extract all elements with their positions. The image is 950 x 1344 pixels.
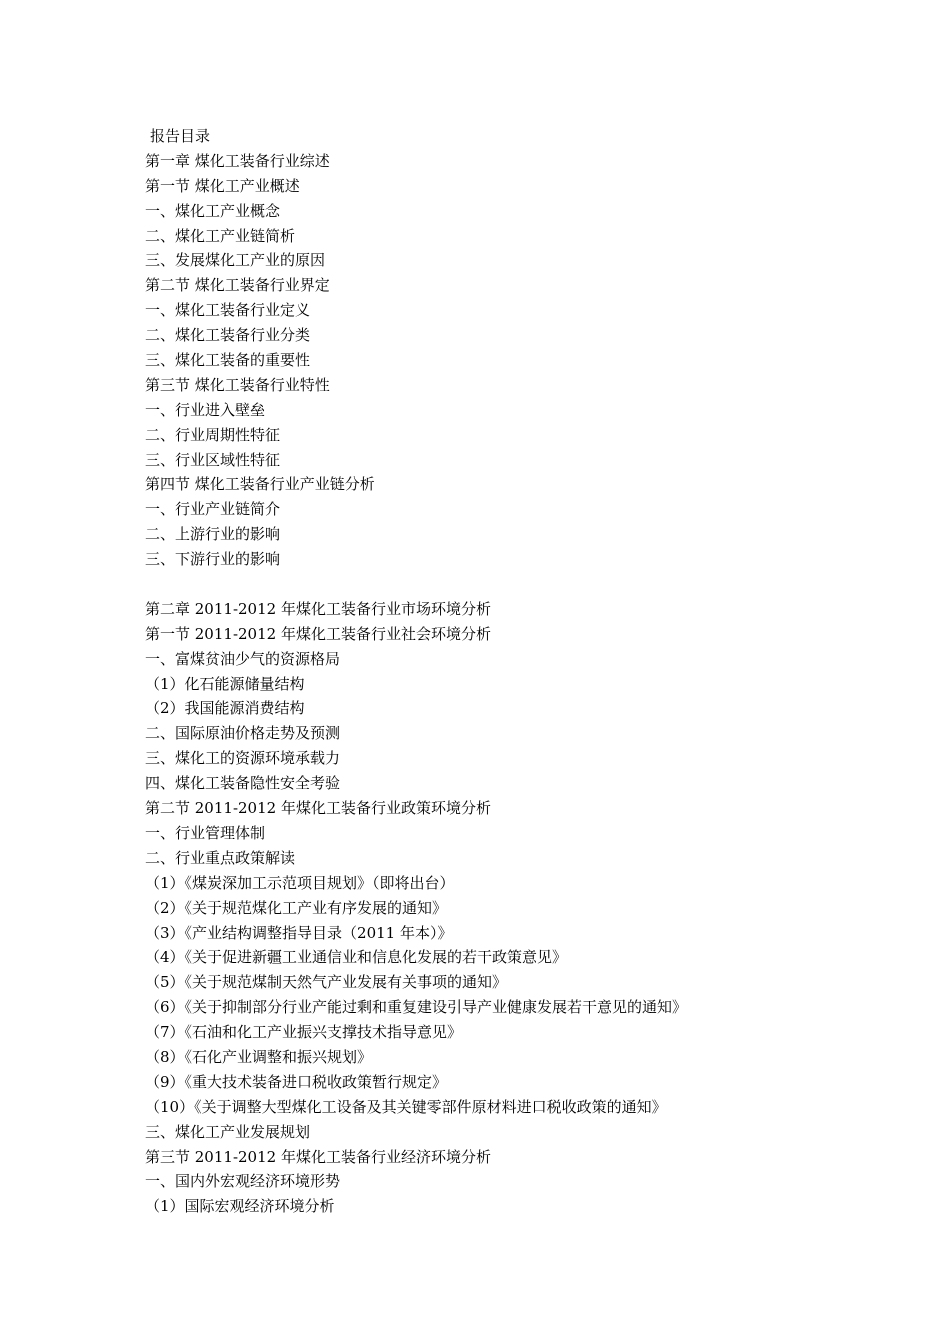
toc-line: （7）《石油和化工产业振兴支撑技术指导意见》 bbox=[145, 1023, 463, 1042]
toc-line: 三、行业区域性特征 bbox=[145, 450, 281, 469]
toc-line: 第一节 煤化工产业概述 bbox=[145, 176, 300, 195]
toc-line: 二、煤化工产业链简析 bbox=[145, 226, 296, 245]
toc-line: 四、煤化工装备隐性安全考验 bbox=[145, 774, 341, 793]
chapter-spacer bbox=[145, 572, 905, 597]
chapter-1-heading: 第一章 煤化工装备行业综述 bbox=[145, 151, 330, 170]
toc-line: 三、下游行业的影响 bbox=[145, 550, 281, 569]
toc-line: 二、行业重点政策解读 bbox=[145, 848, 296, 867]
toc-line: （2）《关于规范煤化工产业有序发展的通知》 bbox=[145, 898, 448, 917]
toc-line: 第三节 2011-2012 年煤化工装备行业经济环境分析 bbox=[145, 1147, 491, 1166]
toc-line: 一、富煤贫油少气的资源格局 bbox=[145, 649, 341, 668]
toc-line: 二、上游行业的影响 bbox=[145, 525, 281, 544]
report-toc-title: 报告目录 bbox=[150, 127, 211, 145]
toc-line: 第三节 煤化工装备行业特性 bbox=[145, 375, 330, 394]
toc-line: 三、煤化工产业发展规划 bbox=[145, 1122, 311, 1141]
toc-line: （4）《关于促进新疆工业通信业和信息化发展的若干政策意见》 bbox=[145, 948, 568, 967]
toc-line: （6）《关于抑制部分行业产能过剩和重复建设引导产业健康发展若干意见的通知》 bbox=[145, 998, 688, 1017]
toc-line: 第一节 2011-2012 年煤化工装备行业社会环境分析 bbox=[145, 624, 491, 643]
toc-line: （1）化石能源储量结构 bbox=[145, 674, 305, 693]
toc-line: 一、煤化工装备行业定义 bbox=[145, 301, 311, 320]
toc-line: 三、煤化工的资源环境承载力 bbox=[145, 749, 341, 768]
chapter-2-heading: 第二章 2011-2012 年煤化工装备行业市场环境分析 bbox=[145, 599, 491, 618]
toc-line: 第四节 煤化工装备行业产业链分析 bbox=[145, 475, 375, 494]
table-of-contents bbox=[145, 124, 905, 1219]
toc-line: 一、行业进入壁垒 bbox=[145, 400, 266, 419]
toc-line: 二、国际原油价格走势及预测 bbox=[145, 724, 341, 743]
toc-line: （2）我国能源消费结构 bbox=[145, 699, 305, 718]
toc-line: （8）《石化产业调整和振兴规划》 bbox=[145, 1047, 373, 1066]
toc-line: （1）《煤炭深加工示范项目规划》（即将出台） bbox=[145, 873, 455, 892]
toc-line: （1）国际宏观经济环境分析 bbox=[145, 1197, 335, 1216]
toc-line: （3）《产业结构调整指导目录（2011 年本）》 bbox=[145, 923, 453, 942]
toc-line: 一、行业管理体制 bbox=[145, 823, 266, 842]
toc-line: 二、行业周期性特征 bbox=[145, 425, 281, 444]
toc-line: （10）《关于调整大型煤化工设备及其关键零部件原材料进口税收政策的通知》 bbox=[145, 1097, 667, 1116]
toc-line: 第二节 煤化工装备行业界定 bbox=[145, 276, 330, 295]
toc-line: 三、发展煤化工产业的原因 bbox=[145, 251, 326, 270]
toc-line: 一、国内外宏观经济环境形势 bbox=[145, 1172, 341, 1191]
toc-line: 第二节 2011-2012 年煤化工装备行业政策环境分析 bbox=[145, 799, 491, 818]
toc-line: 三、煤化工装备的重要性 bbox=[145, 351, 311, 370]
toc-line: 一、行业产业链简介 bbox=[145, 500, 281, 519]
toc-line: 一、煤化工产业概念 bbox=[145, 201, 281, 220]
toc-line: （5）《关于规范煤制天然气产业发展有关事项的通知》 bbox=[145, 973, 508, 992]
toc-line: （9）《重大技术装备进口税收政策暂行规定》 bbox=[145, 1072, 448, 1091]
toc-line: 二、煤化工装备行业分类 bbox=[145, 326, 311, 345]
